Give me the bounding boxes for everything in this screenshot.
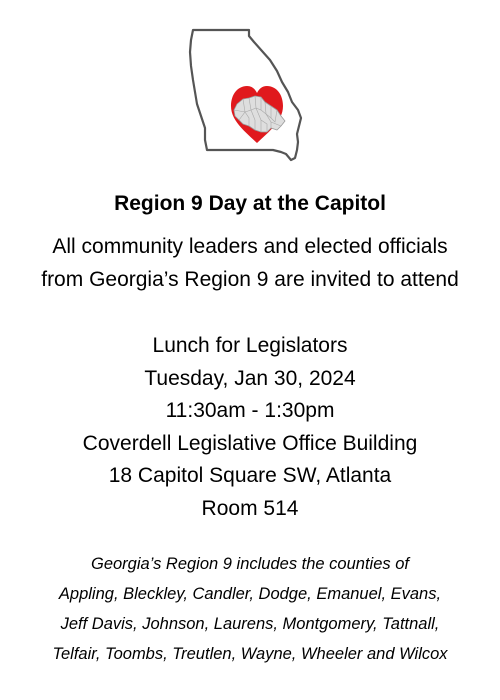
invitation-text (0, 230, 500, 296)
counties-line: Telfair, Toombs, Treutlen, Wayne, Wheeler and Wilcox (52, 645, 448, 663)
event-address: 18 Capitol Square SW, Atlanta (108, 464, 392, 487)
invitation-line: All community leaders and elected officials (52, 235, 448, 258)
event-date: Tuesday, Jan 30, 2024 (144, 366, 356, 390)
invitation-line: from Georgia’s Region 9 are invited to attend (41, 268, 459, 291)
event-room: Room 514 (201, 496, 299, 520)
event-details (0, 330, 500, 525)
event-name: Lunch for Legislators (152, 334, 348, 357)
counties-note (0, 549, 500, 669)
georgia-outline-with-heart-icon (185, 26, 311, 162)
event-time: 11:30am - 1:30pm (165, 399, 335, 422)
counties-line: Jeff Davis, Johnson, Laurens, Montgomery, Tattnall, (60, 615, 440, 633)
event-building: Coverdell Legislative Office Building (82, 431, 418, 455)
counties-line: Appling, Bleckley, Candler, Dodge, Emanuel, Evans, (58, 585, 442, 603)
event-title: Region 9 Day at the Capitol (114, 192, 386, 215)
counties-line: Georgia’s Region 9 includes the counties of (91, 555, 409, 573)
